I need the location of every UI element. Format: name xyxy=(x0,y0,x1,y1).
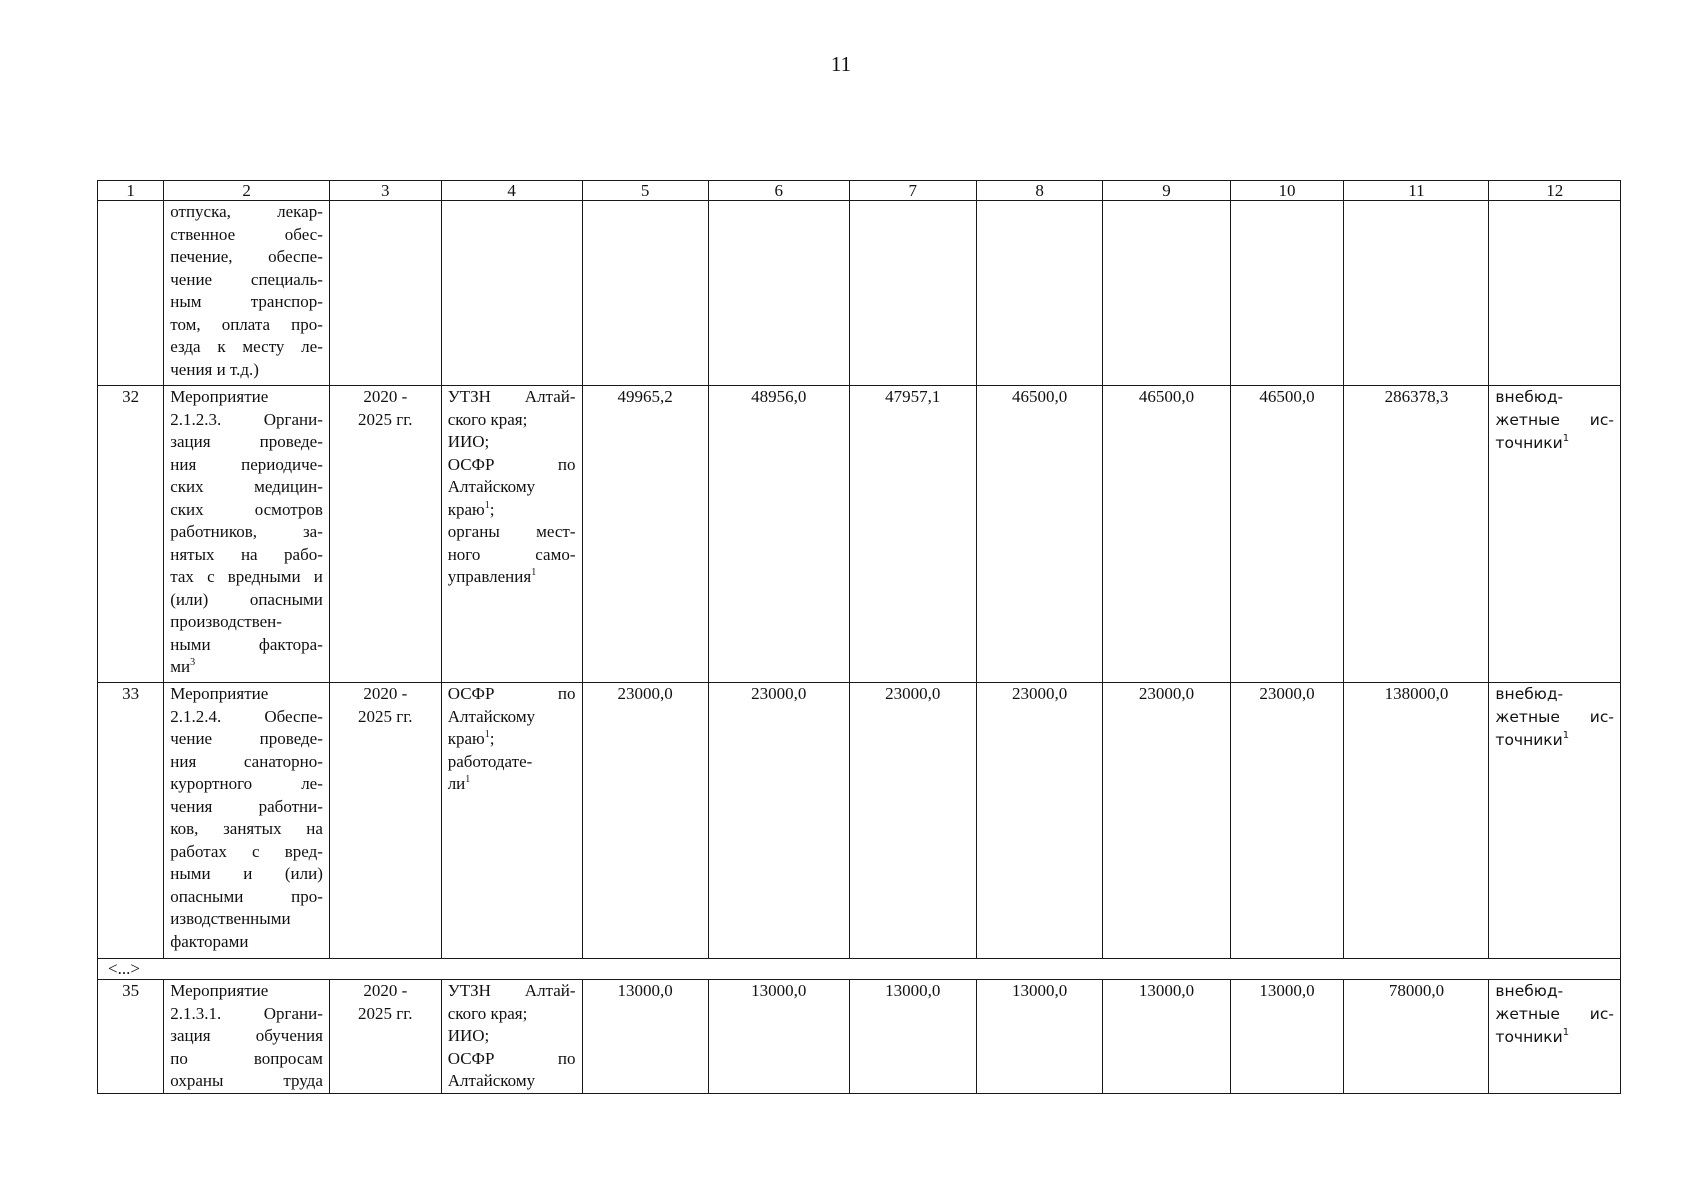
text-line: Мероприятие xyxy=(170,981,269,1000)
value-cell xyxy=(1103,201,1230,386)
text-line xyxy=(1495,432,1614,455)
text-line xyxy=(448,566,576,589)
text-line: ских осмотров xyxy=(170,499,323,519)
column-header: 1 xyxy=(98,181,164,201)
text-line: 2025 гг. xyxy=(358,1003,413,1023)
table-row xyxy=(98,386,1621,683)
source-cell xyxy=(1489,201,1621,386)
text-line: работах с вред- xyxy=(170,841,323,861)
text-fragment: краю xyxy=(447,729,485,748)
text-line: 2025 гг. xyxy=(358,409,413,429)
text-line: внебюд- xyxy=(1495,388,1564,406)
column-header: 4 xyxy=(441,181,582,201)
text-line: ния периодиче- xyxy=(170,454,323,474)
text-fragment: точники xyxy=(1495,1028,1563,1046)
text-line xyxy=(170,656,323,679)
text-line xyxy=(448,499,576,522)
footnote-mark: 1 xyxy=(1562,730,1570,741)
source-cell xyxy=(1489,386,1621,683)
measure-name-cell xyxy=(164,980,330,1094)
text-line: внебюд- xyxy=(1495,982,1564,1000)
executor-cell xyxy=(441,980,582,1094)
measure-name-cell xyxy=(164,201,330,386)
text-line: том, оплата про- xyxy=(170,314,323,334)
value-cell-total: 138000,0 xyxy=(1344,683,1489,959)
text-line: отпуска, лекар- xyxy=(170,202,323,221)
text-line: ными и (или) xyxy=(170,864,323,883)
value-cell-year-2021: 23000,0 xyxy=(708,683,849,959)
text-line: чение специаль- xyxy=(170,269,323,289)
text-line: 2.1.2.4. Обеспе- xyxy=(170,706,323,726)
executor-cell xyxy=(441,386,582,683)
text-line: зация проведе- xyxy=(170,432,323,451)
text-line: Мероприятие xyxy=(170,387,269,406)
value-cell-year-2024: 46500,0 xyxy=(1103,386,1230,683)
text-line: охраны труда xyxy=(170,1071,323,1090)
column-number-header-row xyxy=(98,181,1621,201)
text-line: ков, занятых на xyxy=(170,819,323,838)
text-line: Алтайскому xyxy=(447,477,536,496)
row-number-cell xyxy=(98,201,164,386)
footnote-mark: 1 xyxy=(531,567,537,578)
program-measures-table xyxy=(97,180,1621,1094)
column-header: 8 xyxy=(976,181,1102,201)
text-line: 2020 - xyxy=(363,981,408,1000)
table-row xyxy=(98,980,1621,1094)
column-header: 9 xyxy=(1103,181,1230,201)
period-cell xyxy=(329,683,441,959)
footnote-mark: 1 xyxy=(484,729,490,740)
value-cell-year-2021: 48956,0 xyxy=(708,386,849,683)
text-line xyxy=(1495,1026,1614,1049)
text-line: ОСФР по xyxy=(447,454,576,474)
omission-row xyxy=(98,959,1621,980)
text-line: ских медицин- xyxy=(170,477,323,496)
column-header: 12 xyxy=(1489,181,1621,201)
measure-name-cell xyxy=(164,683,330,959)
value-cell-year-2020: 23000,0 xyxy=(582,683,708,959)
text-line: жетные ис- xyxy=(1495,1005,1614,1023)
column-header: 5 xyxy=(582,181,708,201)
text-line: ОСФР по xyxy=(447,684,576,703)
source-cell xyxy=(1489,980,1621,1094)
value-cell-year-2022: 13000,0 xyxy=(849,980,976,1094)
value-cell-year-2025: 46500,0 xyxy=(1230,386,1344,683)
value-cell xyxy=(976,201,1102,386)
page-number: 11 xyxy=(830,52,852,76)
text-fragment: ; xyxy=(489,729,495,748)
value-cell-year-2025: 13000,0 xyxy=(1230,980,1344,1094)
period-cell xyxy=(329,980,441,1094)
column-header: 10 xyxy=(1230,181,1344,201)
text-line: тах с вредными и xyxy=(170,567,323,586)
measure-name-cell xyxy=(164,386,330,683)
text-line xyxy=(1495,729,1614,752)
text-line: печение, обеспе- xyxy=(170,247,323,266)
text-line: по вопросам xyxy=(170,1048,323,1068)
value-cell-total: 286378,3 xyxy=(1344,386,1489,683)
text-line: 2020 - xyxy=(363,387,408,406)
text-line: ИИО; xyxy=(447,1026,490,1045)
text-line xyxy=(448,728,576,751)
text-line: 2.1.3.1. Органи- xyxy=(170,1003,323,1023)
omission-marker: <...> xyxy=(98,959,1621,980)
text-line: ского края; xyxy=(447,1003,528,1023)
row-number-cell: 35 xyxy=(98,980,164,1094)
column-header: 11 xyxy=(1344,181,1489,201)
text-fragment: точники xyxy=(1495,731,1563,749)
footnote-mark: 3 xyxy=(190,657,196,668)
value-cell-year-2023: 46500,0 xyxy=(976,386,1102,683)
text-line: чение проведе- xyxy=(170,729,323,748)
text-line: УТЗН Алтай- xyxy=(447,387,576,406)
text-fragment: управления xyxy=(447,567,532,586)
text-line: ными фактора- xyxy=(170,634,323,654)
text-line: жетные ис- xyxy=(1495,708,1614,726)
text-line: внебюд- xyxy=(1495,685,1564,703)
text-line: Алтайскому xyxy=(447,1071,536,1090)
text-line: опасными про- xyxy=(170,886,323,906)
table-row-continuation xyxy=(98,201,1621,386)
value-cell-year-2021: 13000,0 xyxy=(708,980,849,1094)
value-cell xyxy=(849,201,976,386)
text-line: езда к месту ле- xyxy=(170,337,323,356)
table-row xyxy=(98,683,1621,959)
text-line: 2.1.2.3. Органи- xyxy=(170,409,323,429)
value-cell-year-2022: 47957,1 xyxy=(849,386,976,683)
footnote-mark: 1 xyxy=(1562,433,1570,444)
text-line: чения работни- xyxy=(170,796,323,816)
text-fragment: ми xyxy=(170,657,191,676)
footnote-mark: 1 xyxy=(465,774,471,785)
column-header: 6 xyxy=(708,181,849,201)
footnote-mark: 1 xyxy=(1562,1027,1570,1038)
value-cell-year-2023: 23000,0 xyxy=(976,683,1102,959)
text-line: 2020 - xyxy=(363,684,408,703)
text-fragment: точники xyxy=(1495,434,1563,452)
text-line: зация обучения xyxy=(170,1026,323,1045)
value-cell-total: 78000,0 xyxy=(1344,980,1489,1094)
text-line: органы мест- xyxy=(447,522,576,541)
executor-cell xyxy=(441,201,582,386)
value-cell-year-2022: 23000,0 xyxy=(849,683,976,959)
text-line: Алтайскому xyxy=(447,706,536,726)
row-number-cell: 32 xyxy=(98,386,164,683)
period-cell xyxy=(329,201,441,386)
text-line: производствен- xyxy=(170,612,282,631)
text-line: (или) опасными xyxy=(170,589,323,609)
text-line: ского края; xyxy=(447,409,528,429)
value-cell xyxy=(708,201,849,386)
value-cell xyxy=(582,201,708,386)
text-line xyxy=(448,773,576,796)
value-cell-year-2024: 23000,0 xyxy=(1103,683,1230,959)
footnote-mark: 1 xyxy=(484,499,490,511)
value-cell-year-2020: 49965,2 xyxy=(582,386,708,683)
value-cell-year-2023: 13000,0 xyxy=(976,980,1102,1094)
text-line: 2025 гг. xyxy=(358,706,413,726)
row-number-cell: 33 xyxy=(98,683,164,959)
text-line: Мероприятие xyxy=(170,684,269,703)
value-cell-year-2020: 13000,0 xyxy=(582,980,708,1094)
period-cell xyxy=(329,386,441,683)
text-line: жетные ис- xyxy=(1495,411,1614,429)
value-cell-year-2025: 23000,0 xyxy=(1230,683,1344,959)
value-cell xyxy=(1344,201,1489,386)
text-fragment: ; xyxy=(489,499,495,519)
value-cell xyxy=(1230,201,1344,386)
column-header: 3 xyxy=(329,181,441,201)
text-line: чения и т.д.) xyxy=(170,359,259,379)
text-fragment: ли xyxy=(447,774,466,793)
text-line: нятых на рабо- xyxy=(170,544,323,564)
value-cell-year-2024: 13000,0 xyxy=(1103,980,1230,1094)
text-line: факторами xyxy=(170,931,249,951)
text-line: ния санаторно- xyxy=(170,751,323,771)
text-line: курортного ле- xyxy=(170,774,323,793)
source-cell xyxy=(1489,683,1621,959)
text-line: ИИО; xyxy=(447,432,490,451)
text-fragment: краю xyxy=(447,499,485,519)
column-header: 7 xyxy=(849,181,976,201)
executor-cell xyxy=(441,683,582,959)
column-header: 2 xyxy=(164,181,330,201)
text-line: изводственными xyxy=(170,909,291,928)
text-line: ОСФР по xyxy=(447,1048,576,1068)
text-line: УТЗН Алтай- xyxy=(447,981,576,1000)
text-line: ным транспор- xyxy=(170,292,323,311)
text-line: работодате- xyxy=(447,751,533,771)
text-line: ственное обес- xyxy=(170,224,323,244)
text-line: работников, за- xyxy=(170,522,323,541)
text-line: ного само- xyxy=(447,544,576,564)
